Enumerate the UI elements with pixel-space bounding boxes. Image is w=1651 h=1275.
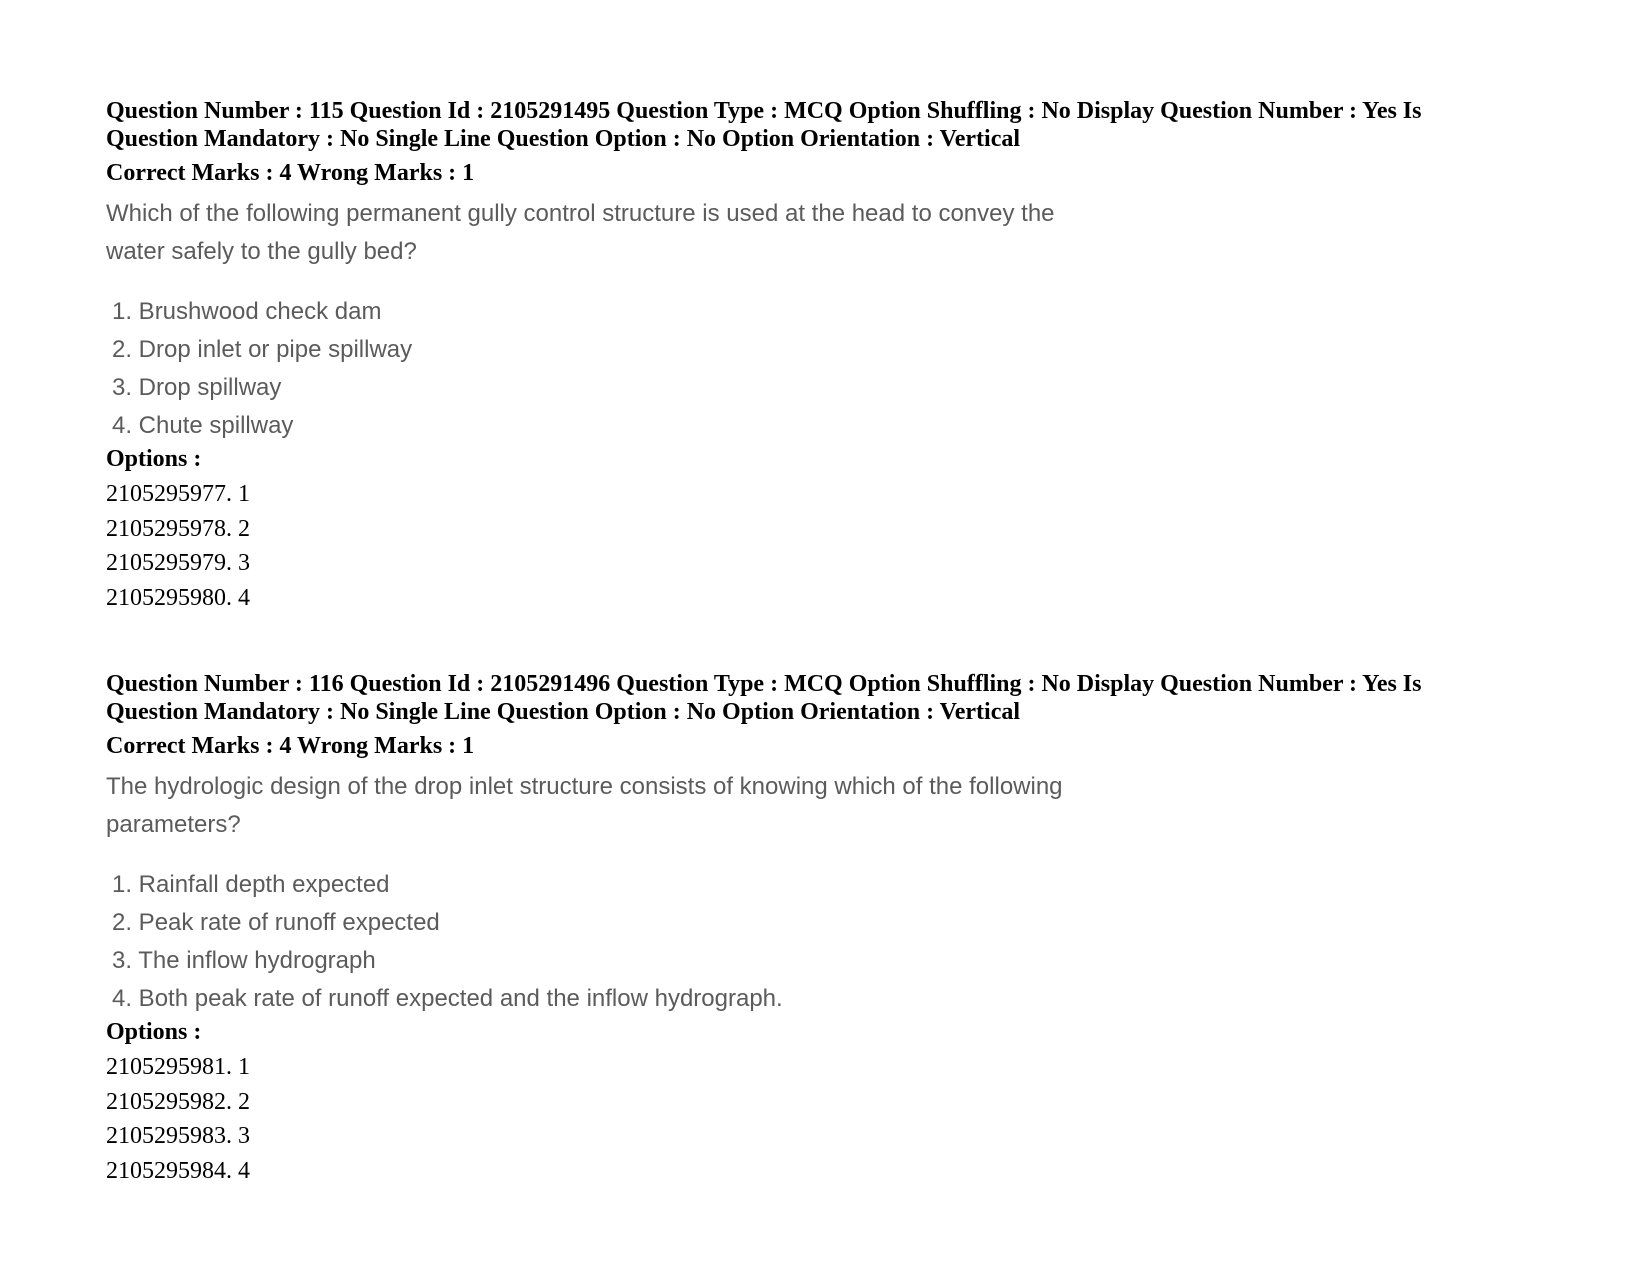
question-stem	[106, 195, 1146, 271]
question-stem-line: The hydrologic design of the drop inlet structure consists of knowing which of the following	[106, 773, 1063, 800]
answer-choice: 3. The inflow hydrograph	[112, 947, 376, 974]
option-code: 2105295982. 2	[106, 1088, 250, 1115]
question-meta-line: Question Number : 115 Question Id : 2105291495 Question Type : MCQ Option Shuffling : No Display Question Number : Yes Is	[106, 98, 1422, 124]
option-code: 2105295981. 1	[106, 1054, 250, 1080]
question-marks: Correct Marks : 4 Wrong Marks : 1	[106, 160, 475, 186]
question-stem	[106, 768, 1146, 844]
answer-choice: 4. Both peak rate of runoff expected and the inflow hydrograph.	[112, 985, 783, 1012]
answer-choice: 2. Peak rate of runoff expected	[112, 909, 440, 936]
question-block-116	[106, 670, 1546, 1188]
question-meta	[106, 97, 1546, 153]
question-stem-line: Which of the following permanent gully control structure is used at the head to convey the	[106, 200, 1055, 227]
answer-choices	[112, 866, 1546, 1018]
question-stem-line: water safely to the gully bed?	[106, 238, 417, 265]
option-code: 2105295980. 4	[106, 584, 250, 611]
question-meta	[106, 670, 1546, 726]
answer-choice: 1. Rainfall depth expected	[112, 871, 390, 898]
question-meta-line: Question Mandatory : No Single Line Question Option : No Option Orientation : Vertical	[106, 126, 1021, 152]
question-marks: Correct Marks : 4 Wrong Marks : 1	[106, 733, 475, 759]
options-label: Options :	[106, 1019, 202, 1045]
answer-choices	[112, 293, 1546, 445]
question-block-115	[106, 97, 1546, 615]
question-meta-line: Question Mandatory : No Single Line Question Option : No Option Orientation : Vertical	[106, 699, 1021, 725]
answer-choice: 2. Drop inlet or pipe spillway	[112, 336, 413, 363]
option-code: 2105295977. 1	[106, 481, 250, 507]
answer-choice: 4. Chute spillway	[112, 412, 294, 439]
option-code: 2105295979. 3	[106, 550, 250, 576]
question-meta-line: Question Number : 116 Question Id : 2105291496 Question Type : MCQ Option Shuffling : No Display Question Number : Yes Is	[106, 671, 1422, 697]
option-codes	[106, 1050, 1546, 1188]
option-codes	[106, 477, 1546, 615]
options-label: Options :	[106, 446, 202, 472]
answer-choice: 1. Brushwood check dam	[112, 298, 382, 325]
option-code: 2105295984. 4	[106, 1157, 250, 1184]
answer-choice: 3. Drop spillway	[112, 374, 282, 401]
option-code: 2105295978. 2	[106, 515, 250, 542]
option-code: 2105295983. 3	[106, 1123, 250, 1149]
question-stem-line: parameters?	[106, 811, 241, 838]
